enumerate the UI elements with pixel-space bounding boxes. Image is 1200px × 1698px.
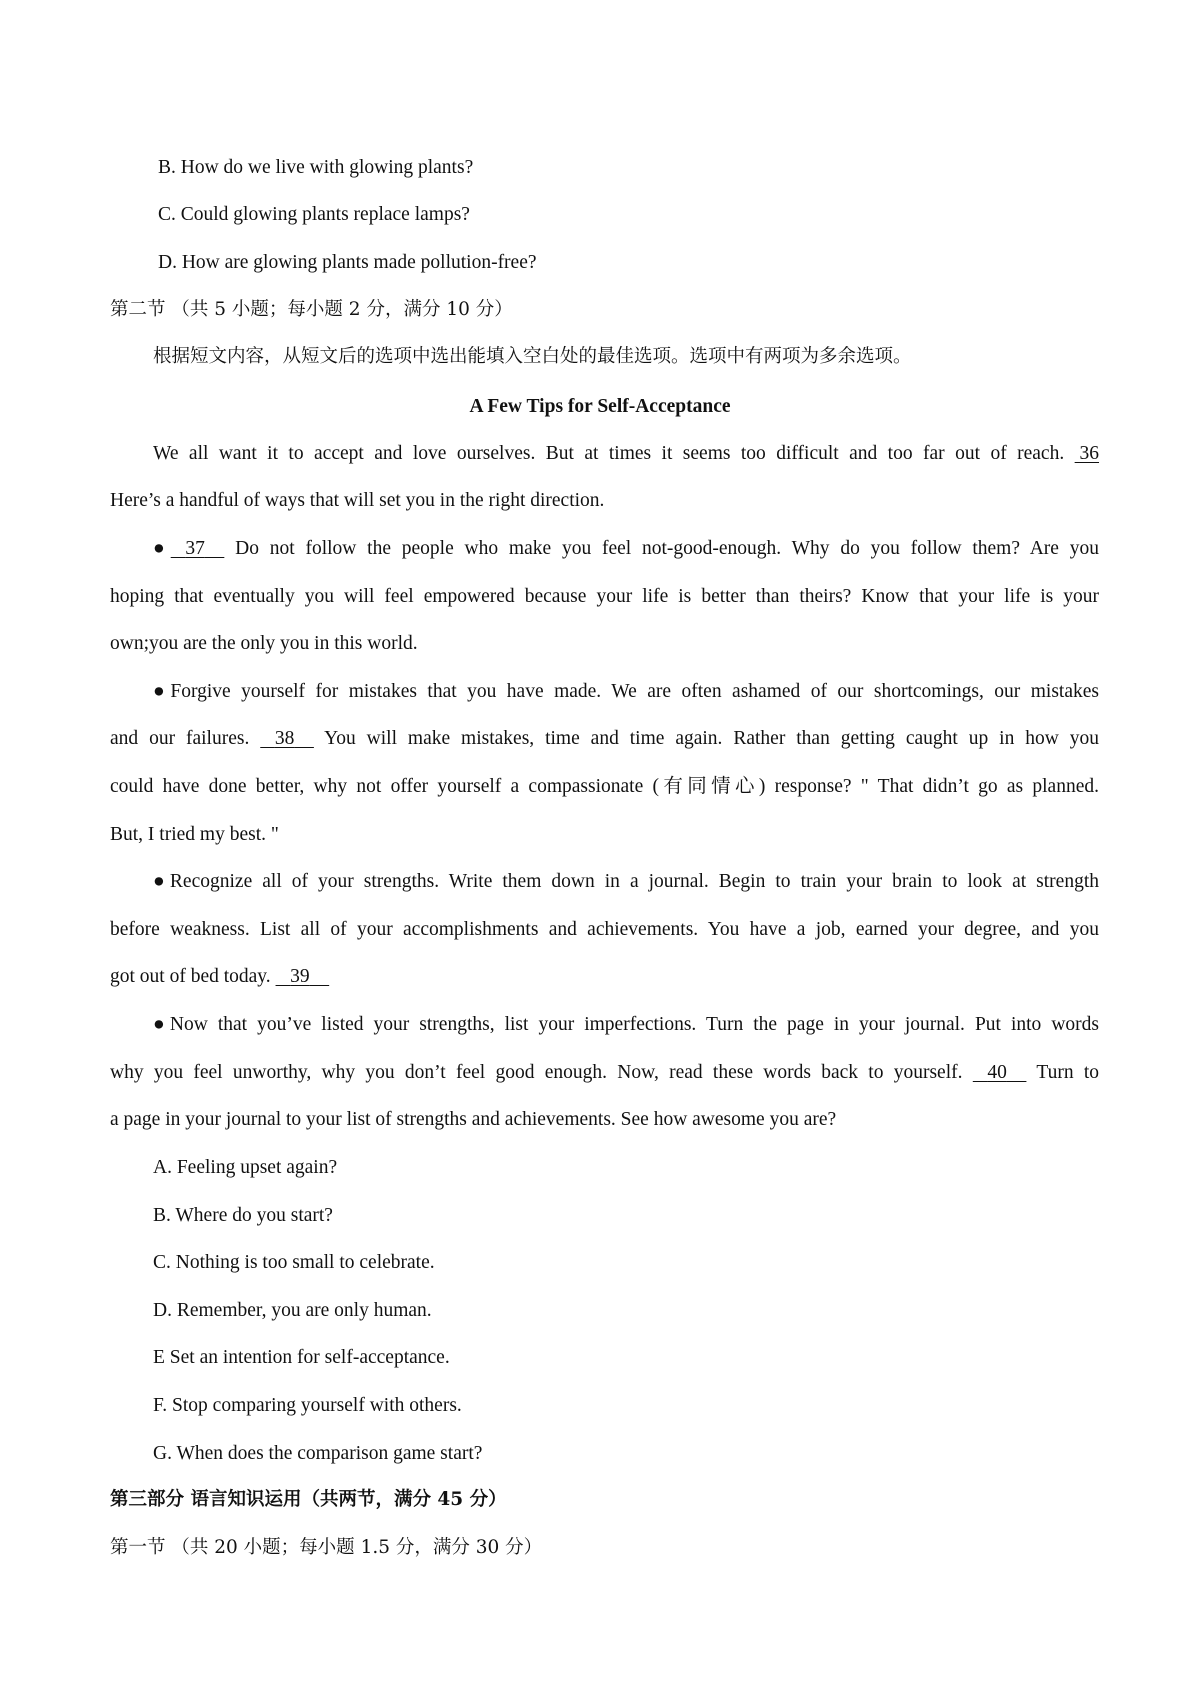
paragraph-3-line-1: ●Forgive yourself for mistakes that you have made. We are often ashamed of our shortcomings, our mistakes — [153, 681, 1099, 702]
paragraph-1-line-1 — [153, 444, 1099, 464]
prev-option-d: D. How are glowing plants made pollution-free? — [158, 252, 537, 273]
blank-40: 40 — [987, 1062, 1007, 1083]
passage-title: A Few Tips for Self-Acceptance — [469, 396, 731, 417]
paragraph-1-text: We all want it to accept and love ourselves. But at times it seems too difficult and too far out of reach. — [153, 443, 1065, 464]
option-e: E Set an intention for self-acceptance. — [153, 1347, 450, 1368]
option-b: B. Where do you start? — [153, 1205, 333, 1226]
option-c: C. Nothing is too small to celebrate. — [153, 1252, 435, 1273]
section2-heading: 第二节 （共 5 小题；每小题 2 分，满分 10 分） — [110, 299, 513, 320]
paragraph-2-line-2: hoping that eventually you will feel empowered because your life is better than theirs? Know that your life is your — [110, 586, 1099, 607]
prev-option-b: B. How do we live with glowing plants? — [158, 157, 474, 178]
blank-36: 36 — [1079, 443, 1100, 464]
bullet: ● — [153, 538, 171, 559]
option-f: F. Stop comparing yourself with others. — [153, 1395, 462, 1416]
paragraph-4-line-1: ●Recognize all of your strengths. Write them down in a journal. Begin to train your brain to look at strength — [153, 871, 1099, 892]
paragraph-3-line-3: could have done better, why not offer yourself a compassionate (有同情心) response? " That didn’t go as planned. — [110, 776, 1099, 797]
paragraph-1-line-2: Here’s a handful of ways that will set you in the right direction. — [110, 490, 605, 511]
prev-option-c: C. Could glowing plants replace lamps? — [158, 204, 470, 225]
paragraph-2-text: Do not follow the people who make you feel not-good-enough. Why do you follow them? Are you — [235, 538, 1099, 559]
blank-39: 39 — [290, 966, 310, 987]
paragraph-2-line-1 — [153, 539, 1099, 559]
blank-37: 37 — [185, 538, 205, 559]
paragraph-5-line-3: a page in your journal to your list of strengths and achievements. See how awesome you are? — [110, 1109, 837, 1130]
paragraph-2-line-3: own;you are the only you in this world. — [110, 633, 418, 654]
option-d: D. Remember, you are only human. — [153, 1300, 432, 1321]
paragraph-4-line-2: before weakness. List all of your accomplishments and achievements. You have a job, earned your degree, and you — [110, 919, 1099, 940]
paragraph-5-line-2: why you feel unworthy, why you don’t feel good enough. Now, read these words back to yourself. 40 Turn to — [110, 1062, 1100, 1083]
option-g: G. When does the comparison game start? — [153, 1443, 483, 1464]
part3-heading: 第三部分 语言知识运用（共两节，满分 45 分） — [110, 1489, 507, 1510]
paragraph-3-line-2: and our failures. 38 You will make mistakes, time and time again. Rather than getting caught up in how you — [110, 728, 1099, 749]
paragraph-3-line-4: But, I tried my best. " — [110, 824, 279, 845]
section2-instruction: 根据短文内容，从短文后的选项中选出能填入空白处的最佳选项。选项中有两项为多余选项。 — [153, 346, 912, 367]
paragraph-4-line-3: got out of bed today. 39 — [110, 967, 329, 987]
part3-section1-heading: 第一节 （共 20 小题；每小题 1.5 分，满分 30 分） — [110, 1537, 543, 1558]
blank-38: 38 — [274, 728, 295, 749]
option-a: A. Feeling upset again? — [153, 1157, 338, 1178]
paragraph-5-line-1: ●Now that you’ve listed your strengths, list your imperfections. Turn the page in your journal. Put into words — [153, 1014, 1099, 1035]
